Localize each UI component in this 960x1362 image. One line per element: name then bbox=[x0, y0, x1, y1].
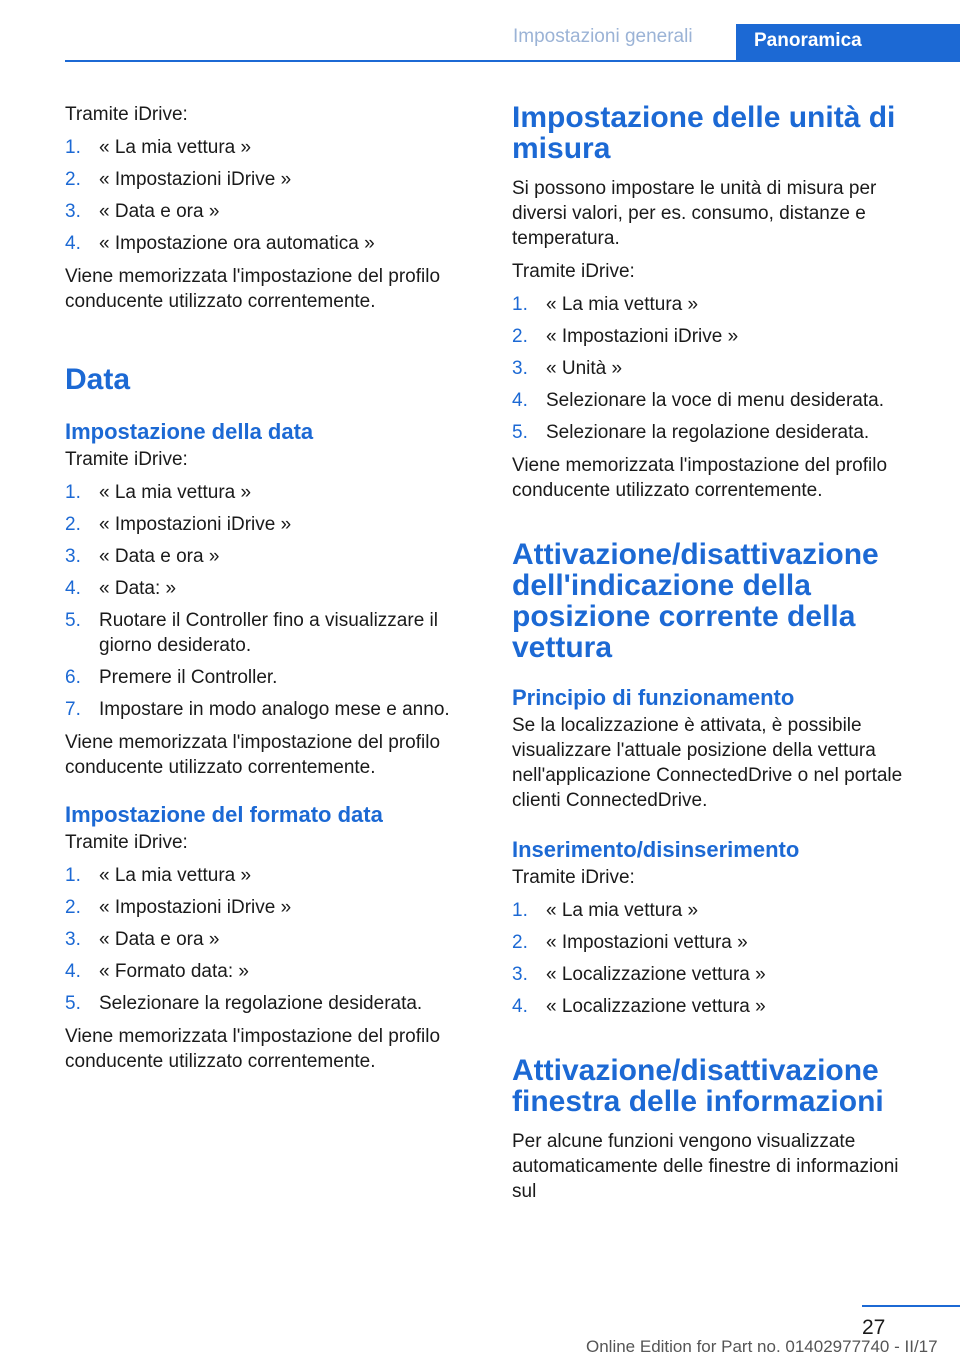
step-text: Impostare in modo analogo mese e anno. bbox=[99, 699, 450, 720]
section-title-principle: Principio di funzionamento bbox=[512, 685, 795, 710]
header-tab-overview: Panoramica bbox=[736, 24, 960, 62]
step-number: 3. bbox=[512, 964, 528, 985]
step-text: « La mia vettura » bbox=[546, 294, 699, 315]
step-item bbox=[65, 480, 465, 505]
step-item bbox=[65, 927, 465, 952]
step-text: « Impostazioni iDrive » bbox=[99, 169, 292, 190]
date-setting-steps bbox=[65, 480, 465, 722]
step-number: 6. bbox=[65, 667, 81, 688]
units-note: Viene memorizzata l'impostazione del profilo conducente utilizzato correntemente. bbox=[512, 455, 888, 501]
info-window-text: Per alcune funzioni vengono visualizzate automaticamente delle finestre di informazioni sul bbox=[512, 1131, 899, 1202]
step-text: « Data: » bbox=[99, 578, 177, 599]
right-column bbox=[512, 102, 927, 1212]
step-text: « Data e ora » bbox=[99, 929, 220, 950]
step-text: Premere il Controller. bbox=[99, 667, 278, 688]
left-column bbox=[65, 102, 465, 1082]
step-item bbox=[65, 135, 465, 160]
step-item bbox=[65, 697, 465, 722]
section-title-date-format: Impostazione del formato data bbox=[65, 802, 383, 827]
date-format-note: Viene memorizzata l'impostazione del profilo conducente utilizzato correntemente. bbox=[65, 1026, 441, 1072]
step-number: 4. bbox=[512, 390, 528, 411]
step-text: « La mia vettura » bbox=[546, 900, 699, 921]
step-text: Ruotare il Controller fino a visualizzare il giorno desiderato. bbox=[99, 610, 438, 656]
step-text: « Impostazioni vettura » bbox=[546, 932, 748, 953]
chapter-title-info-window: Attivazione/disattivazione finestra delle informazioni bbox=[512, 1054, 884, 1118]
step-text: « Impostazioni iDrive » bbox=[99, 897, 292, 918]
toggle-intro: Tramite iDrive: bbox=[512, 867, 635, 888]
step-number: 1. bbox=[65, 865, 81, 886]
date-setting-note: Viene memorizzata l'impostazione del profilo conducente utilizzato correntemente. bbox=[65, 732, 441, 778]
header-divider bbox=[65, 60, 960, 62]
intro-text: Tramite iDrive: bbox=[65, 104, 188, 125]
step-number: 2. bbox=[512, 326, 528, 347]
step-item bbox=[65, 512, 465, 537]
step-number: 5. bbox=[65, 610, 81, 631]
step-text: « Impostazioni iDrive » bbox=[99, 514, 292, 535]
step-item bbox=[65, 199, 465, 224]
step-text: « La mia vettura » bbox=[99, 137, 252, 158]
footer-divider bbox=[862, 1305, 960, 1307]
step-text: « La mia vettura » bbox=[99, 482, 252, 503]
step-item bbox=[512, 356, 927, 381]
step-text: « Impostazione ora automatica » bbox=[99, 233, 375, 254]
step-item bbox=[65, 863, 465, 888]
step-text: « Unità » bbox=[546, 358, 623, 379]
step-item bbox=[65, 576, 465, 601]
step-item bbox=[65, 167, 465, 192]
units-intro: Tramite iDrive: bbox=[512, 261, 635, 282]
step-number: 1. bbox=[65, 137, 81, 158]
step-number: 2. bbox=[65, 169, 81, 190]
chapter-title-units: Impostazione delle unità di misura bbox=[512, 101, 896, 165]
step-number: 4. bbox=[65, 578, 81, 599]
units-steps bbox=[512, 292, 927, 445]
step-text: « Localizzazione vettura » bbox=[546, 996, 766, 1017]
step-number: 3. bbox=[65, 929, 81, 950]
step-text: Selezionare la regolazione desiderata. bbox=[99, 993, 423, 1014]
step-item bbox=[65, 991, 465, 1016]
step-number: 4. bbox=[65, 233, 81, 254]
section-title-toggle: Inserimento/disinserimento bbox=[512, 837, 800, 862]
step-number: 3. bbox=[512, 358, 528, 379]
step-item bbox=[512, 994, 927, 1019]
page-header bbox=[0, 0, 960, 62]
step-text: « Data e ora » bbox=[99, 546, 220, 567]
section-title-date-setting: Impostazione della data bbox=[65, 419, 314, 444]
units-description: Si possono impostare le unità di misura per diversi valori, per es. consumo, distanze e temperatura. bbox=[512, 178, 877, 249]
step-number: 1. bbox=[512, 294, 528, 315]
chapter-title-data: Data bbox=[65, 363, 131, 396]
step-item bbox=[512, 388, 927, 413]
step-item bbox=[65, 959, 465, 984]
header-section-title: Impostazioni generali bbox=[513, 26, 693, 47]
step-number: 4. bbox=[512, 996, 528, 1017]
step-number: 3. bbox=[65, 546, 81, 567]
step-text: « Data e ora » bbox=[99, 201, 220, 222]
step-item bbox=[65, 231, 465, 256]
step-text: Selezionare la voce di menu desiderata. bbox=[546, 390, 884, 411]
step-item bbox=[65, 544, 465, 569]
step-item bbox=[65, 608, 465, 658]
step-item bbox=[512, 292, 927, 317]
step-number: 2. bbox=[512, 932, 528, 953]
step-item bbox=[512, 930, 927, 955]
step-item bbox=[512, 962, 927, 987]
step-number: 5. bbox=[65, 993, 81, 1014]
step-number: 2. bbox=[65, 897, 81, 918]
step-text: « Formato data: » bbox=[99, 961, 249, 982]
step-text: « La mia vettura » bbox=[99, 865, 252, 886]
step-item bbox=[512, 420, 927, 445]
step-text: « Impostazioni iDrive » bbox=[546, 326, 739, 347]
step-number: 1. bbox=[65, 482, 81, 503]
date-format-intro: Tramite iDrive: bbox=[65, 832, 188, 853]
step-item bbox=[512, 898, 927, 923]
intro-steps bbox=[65, 135, 465, 256]
step-text: Selezionare la regolazione desiderata. bbox=[546, 422, 870, 443]
step-text: « Localizzazione vettura » bbox=[546, 964, 766, 985]
date-setting-intro: Tramite iDrive: bbox=[65, 449, 188, 470]
step-item bbox=[65, 665, 465, 690]
page-number: 27 bbox=[862, 1316, 886, 1339]
step-number: 4. bbox=[65, 961, 81, 982]
step-number: 2. bbox=[65, 514, 81, 535]
step-number: 3. bbox=[65, 201, 81, 222]
intro-note: Viene memorizzata l'impostazione del profilo conducente utilizzato correntemente. bbox=[65, 266, 441, 312]
date-format-steps bbox=[65, 863, 465, 1016]
step-number: 5. bbox=[512, 422, 528, 443]
edition-watermark: Online Edition for Part no. 01402977740 - II/17 bbox=[586, 1337, 938, 1356]
location-steps bbox=[512, 898, 927, 1019]
chapter-title-location: Attivazione/disattivazione dell'indicazione della posizione corrente della vettura bbox=[512, 538, 879, 664]
principle-text: Se la localizzazione è attivata, è possibile visualizzare l'attuale posizione della vettura nell'applicazione ConnectedDrive o nel portale clienti ConnectedDrive. bbox=[512, 715, 903, 811]
step-number: 1. bbox=[512, 900, 528, 921]
step-number: 7. bbox=[65, 699, 81, 720]
step-item bbox=[65, 895, 465, 920]
step-item bbox=[512, 324, 927, 349]
